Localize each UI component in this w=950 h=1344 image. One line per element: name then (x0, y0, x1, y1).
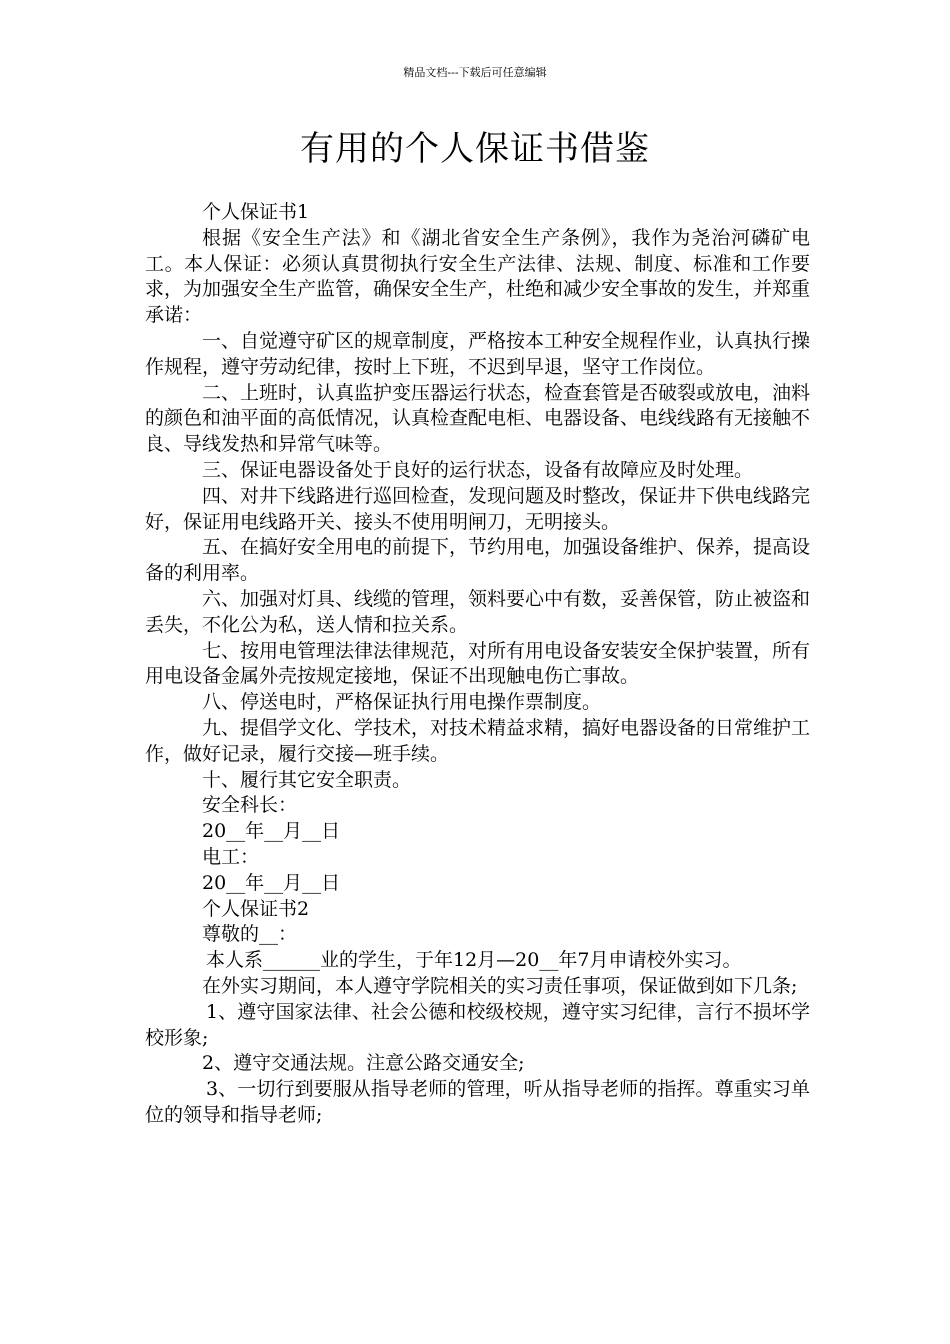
rule-2: 2、遵守交通法规。注意公路交通安全; (202, 1052, 525, 1075)
signature-electrician: 电工： (202, 845, 260, 868)
signature-date-2: 20__年__月__日 (202, 871, 341, 894)
clause-10: 十、履行其它安全职责。 (202, 768, 412, 791)
document-body (145, 200, 810, 1129)
clause-2: 二、上班时，认真监护变压器运行状态，检查套管是否破裂或放电，油料的颜色和油平面的高低情况，认真检查配电柜、电器设备、电线线路有无接触不良、导线发热和异常气味等。 (145, 381, 811, 456)
page-header: 精品文档---下载后可任意编辑 (403, 66, 547, 79)
internship-paragraph: 在外实习期间，本人遵守学院相关的实习责任事项，保证做到如下几条; (202, 974, 798, 997)
clause-3: 三、保证电器设备处于良好的运行状态，设备有故障应及时处理。 (202, 458, 754, 481)
signature-safety-chief: 安全科长： (202, 794, 298, 817)
student-intro: 本人系______业的学生，于年12月—20__年7月申请校外实习。 (206, 949, 742, 972)
document-title: 有用的个人保证书借鉴 (300, 129, 650, 169)
rule-3: 3、一切行到要服从指导老师的管理，听从指导老师的指挥。尊重实习单位的领导和指导老师; (145, 1078, 810, 1126)
clause-9: 九、提倡学文化、学技术，对技术精益求精，搞好电器设备的日常维护工作，做好记录，履行交接—班手续。 (145, 716, 811, 765)
clause-1: 一、自觉遵守矿区的规章制度，严格按本工种安全规程作业，认真执行操作规程，遵守劳动纪律，按时上下班，不迟到早退，坚守工作岗位。 (145, 329, 811, 378)
section-heading-2: 个人保证书2 (202, 897, 310, 920)
section-heading-1: 个人保证书1 (202, 201, 310, 223)
clause-5: 五、在搞好安全用电的前提下，节约用电，加强设备维护、保养，提高设备的利用率。 (145, 536, 811, 585)
clause-4: 四、对井下线路进行巡回检查，发现问题及时整改，保证井下供电线路完好，保证用电线路开关、接头不使用明闸刀，无明接头。 (145, 484, 811, 533)
clause-7: 七、按用电管理法律法律规范，对所有用电设备安装安全保护装置，所有用电设备金属外壳按规定接地，保证不出现触电伤亡事故。 (145, 639, 811, 688)
rule-1: 1、遵守国家法律、社会公德和校级校规，遵守实习纪律，言行不损坏学校形象; (145, 1000, 810, 1049)
clause-6: 六、加强对灯具、线缆的管理，领料要心中有数，妥善保管，防止被盗和丢失，不化公为私，送人情和拉关系。 (145, 587, 811, 636)
signature-date-1: 20__年__月__日 (202, 820, 341, 843)
salutation: 尊敬的__： (202, 923, 298, 946)
clause-8: 八、停送电时，严格保证执行用电操作票制度。 (202, 691, 602, 714)
intro-paragraph: 根据《安全生产法》和《湖北省安全生产条例》，我作为尧治河磷矿电工。本人保证：必须认真贯彻执行安全生产法律、法规、制度、标准和工作要求，为加强安全生产监管，确保安全生产，杜绝和减少安全事故的发生，并郑重承诺： (145, 226, 811, 327)
